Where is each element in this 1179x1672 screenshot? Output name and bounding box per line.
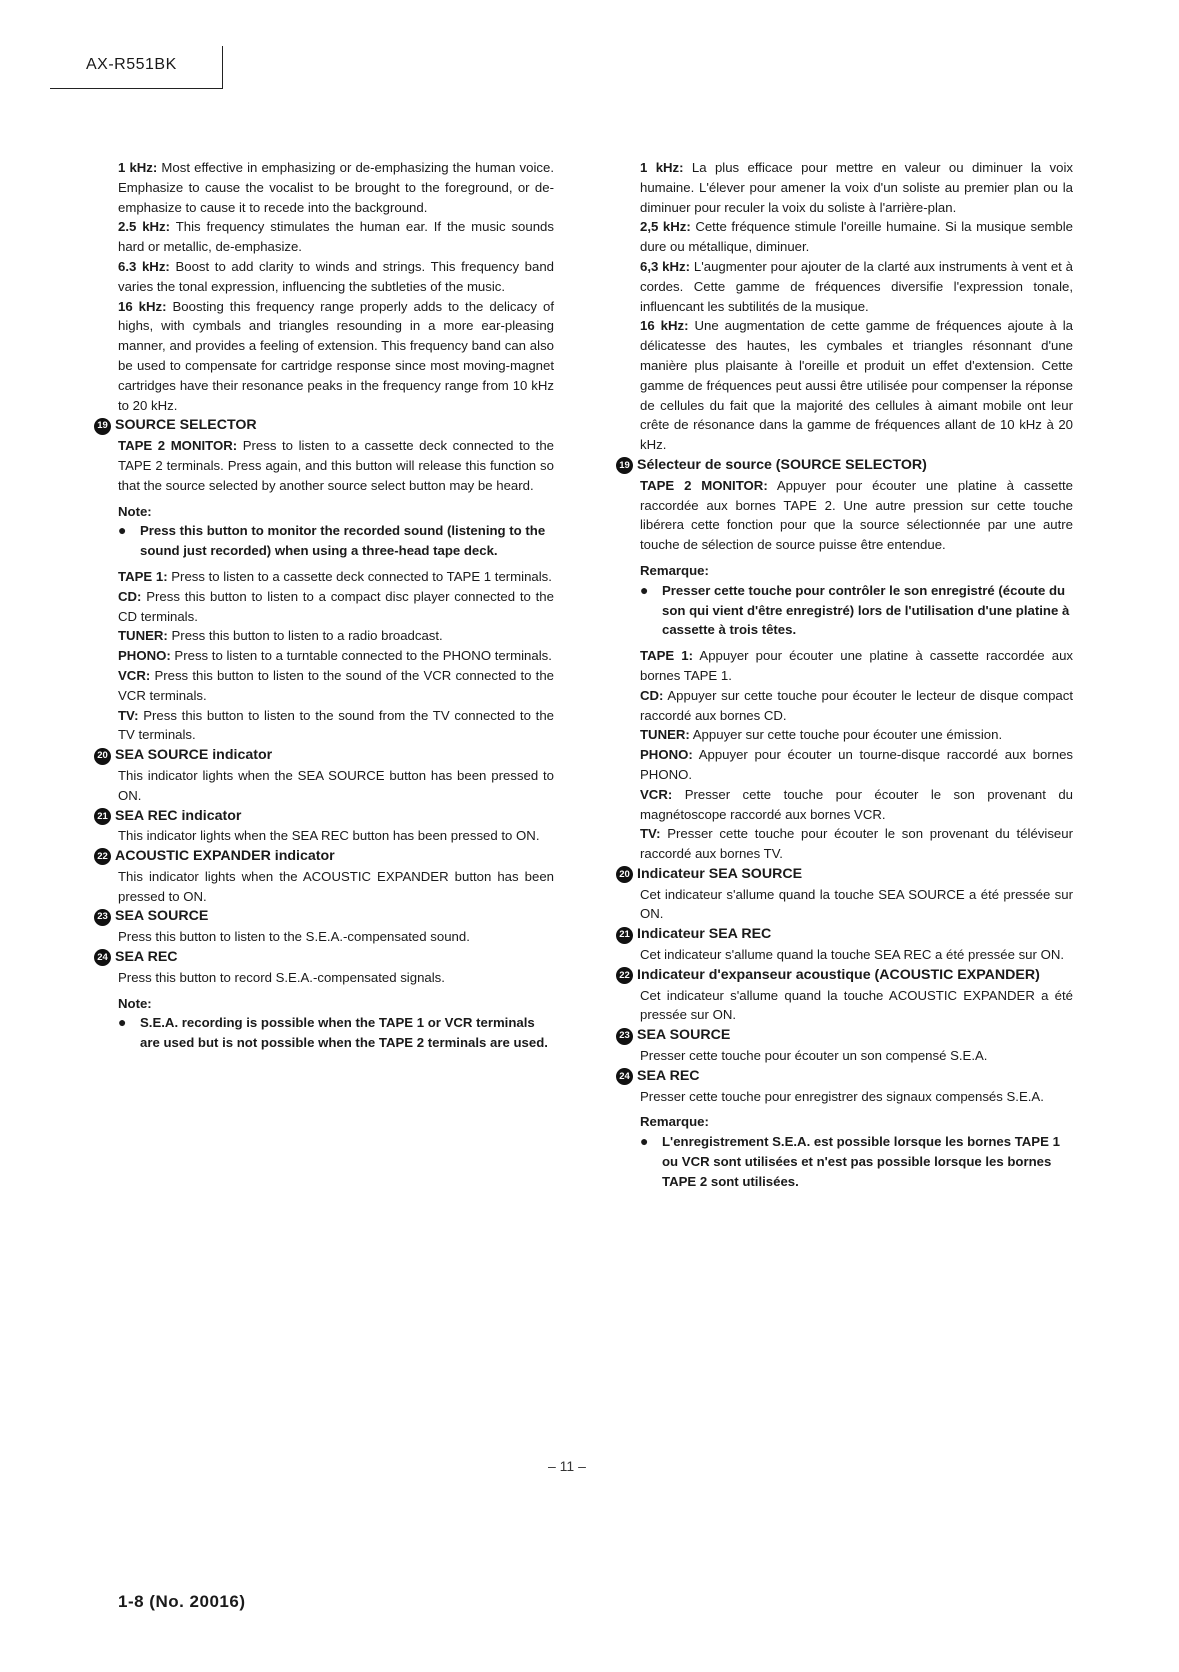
- freq-text: This frequency stimulates the human ear. If the music sounds hard or metallic, de-emphasize.: [118, 219, 554, 255]
- item-label: TUNER:: [118, 628, 168, 644]
- item-label: TUNER:: [640, 727, 690, 743]
- tape2-monitor: [640, 476, 1073, 555]
- note-text: Presser cette touche pour contrôler le son enregistré (écoute du son qui vient d'être enregistré) lors de l'utilisation d'une platine à cassette à trois têtes.: [662, 582, 1070, 638]
- source-item: [640, 646, 1073, 686]
- section-text: Presser cette touche pour enregistrer des signaux compensés S.E.A.: [640, 1088, 1044, 1104]
- item-text: Press this button to listen to the sound of the VCR connected to the VCR terminals.: [118, 667, 555, 703]
- section-24-heading: [94, 948, 554, 968]
- item-label: TAPE 2 MONITOR:: [118, 438, 238, 454]
- circled-number-icon: 19: [616, 457, 633, 474]
- source-item: [640, 725, 1073, 745]
- bullet-icon: ●: [118, 522, 127, 539]
- freq-text: Une augmentation de cette gamme de fréquences ajoute à la délicatesse des hautes, les cymbales et triangles résonnant d'une manière plus plaisante à l'oreille et produit un effet d'extension. Cette gamme de fréquences peut aussi être utilisée pour compenser la réponse de cellules du fait que la majorité des cellules à aimant mobile ont leur crête de résonance dans la gamme de fréquences allant de 10 kHz à 20 kHz.: [640, 318, 1073, 453]
- section-title: SEA REC indicator: [115, 807, 242, 824]
- item-label: TAPE 1:: [640, 648, 694, 664]
- item-text: Presser cette touche pour écouter le son provenant du magnétoscope raccordé aux bornes VCR.: [640, 786, 1073, 822]
- section-23-heading: [94, 907, 554, 927]
- note-label: Remarque:: [640, 562, 709, 578]
- section-title: Sélecteur de source (SOURCE SELECTOR): [637, 456, 927, 473]
- freq-1khz: [640, 158, 1073, 217]
- source-item: [118, 567, 554, 587]
- note-bullet: [118, 521, 554, 561]
- section-24-heading: [616, 1067, 1073, 1087]
- source-item: [118, 706, 554, 746]
- freq-text: L'augmenter pour ajouter de la clarté aux instruments à vent et à cordes. Cette gamme de fréquences diversifie l'expression tonale, influencant les subtilités de la musique.: [640, 258, 1073, 314]
- section-text: Cet indicateur s'allume quand la touche SEA REC a été pressée sur ON.: [640, 947, 1065, 963]
- section-title: SEA REC: [637, 1067, 700, 1084]
- section-text: This indicator lights when the SEA REC button has been pressed to ON.: [118, 828, 540, 844]
- freq-16khz: [640, 316, 1073, 455]
- freq-label: 6.3 kHz:: [118, 258, 170, 274]
- item-label: TV:: [640, 826, 661, 842]
- section-title: SEA SOURCE: [637, 1027, 731, 1044]
- freq-2-5khz: [640, 217, 1073, 257]
- circled-number-icon: 19: [94, 418, 111, 435]
- page-number: – 11 –: [548, 1458, 586, 1474]
- source-item: [640, 785, 1073, 825]
- item-label: CD:: [640, 687, 664, 703]
- freq-label: 16 kHz:: [640, 318, 689, 334]
- note-bullet: [640, 581, 1073, 640]
- freq-label: 1 kHz:: [640, 160, 684, 175]
- freq-text: La plus efficace pour mettre en valeur ou diminuer la voix humaine. L'élever pour amener la voix d'un soliste au premier plan ou la diminuer pour reculer la voix du soliste à l'arrière-plan.: [640, 160, 1073, 215]
- source-item: [640, 745, 1073, 785]
- freq-text: Most effective in emphasizing or de-emphasizing the human voice. Emphasize to cause the vocalist to be brought to the foreground, or de-emphasize to cause it to recede into the background.: [118, 160, 555, 215]
- bullet-icon: ●: [118, 1014, 127, 1031]
- section-21-heading: [94, 807, 554, 827]
- circled-number-icon: 24: [616, 1068, 633, 1085]
- freq-1khz: [118, 158, 554, 217]
- note-bullet: [118, 1013, 554, 1053]
- bullet-icon: ●: [640, 581, 649, 598]
- section-title: SEA SOURCE indicator: [115, 747, 273, 764]
- section-title: SEA SOURCE: [115, 908, 209, 925]
- section-22-heading: [94, 847, 554, 867]
- item-label: VCR:: [640, 786, 673, 802]
- circled-number-icon: 22: [94, 848, 111, 865]
- circled-number-icon: 24: [94, 949, 111, 966]
- document-code: 1-8 (No. 20016): [118, 1592, 246, 1611]
- note-bullet: [640, 1132, 1073, 1191]
- circled-number-icon: 22: [616, 967, 633, 984]
- circled-number-icon: 20: [94, 748, 111, 765]
- section-19-heading: [616, 456, 1073, 476]
- freq-label: 2,5 kHz:: [640, 219, 691, 235]
- section-19-heading: [94, 416, 554, 436]
- section-title: Indicateur SEA REC: [637, 926, 772, 943]
- tape2-monitor: [118, 436, 554, 495]
- circled-number-icon: 21: [94, 808, 111, 825]
- source-item: [118, 626, 554, 646]
- note-label: Remarque:: [640, 1114, 709, 1130]
- section-20-heading: [616, 865, 1073, 885]
- freq-16khz: [118, 297, 554, 416]
- freq-label: 6,3 kHz:: [640, 258, 691, 274]
- section-text: Press this button to listen to the S.E.A.-compensated sound.: [118, 929, 470, 945]
- circled-number-icon: 20: [616, 866, 633, 883]
- note-text: S.E.A. recording is possible when the TAPE 1 or VCR terminals are used but is not possible when the TAPE 2 terminals are used.: [140, 1015, 548, 1051]
- freq-text: Cette fréquence stimule l'oreille humaine. Si la musique semble dure ou métallique, diminuer.: [640, 219, 1073, 255]
- item-label: CD:: [118, 588, 142, 604]
- item-text: Press this button to listen to a compact disc player connected to the CD terminals.: [118, 588, 554, 624]
- source-item: [118, 666, 554, 706]
- item-label: PHONO:: [640, 747, 693, 763]
- model-number: AX-R551BK: [86, 56, 177, 73]
- note-text: Press this button to monitor the recorded sound (listening to the sound just recorded) when using a three-head tape deck.: [140, 523, 546, 559]
- item-text: Press this button to listen to a radio broadcast.: [171, 628, 443, 644]
- item-text: Appuyer pour écouter un tourne-disque raccordé aux bornes PHONO.: [640, 747, 1073, 782]
- french-column: [619, 158, 1074, 1198]
- section-title: Indicateur d'expanseur acoustique (ACOUSTIC EXPANDER): [637, 966, 1040, 983]
- freq-label: 2.5 kHz:: [118, 219, 171, 235]
- note-label: Note:: [118, 503, 152, 519]
- section-title: SOURCE SELECTOR: [115, 417, 257, 434]
- english-column: [97, 158, 555, 1059]
- item-label: PHONO:: [118, 648, 171, 664]
- freq-6-3khz: [640, 257, 1073, 316]
- section-title: SEA REC: [115, 949, 178, 966]
- section-23-heading: [616, 1026, 1073, 1046]
- item-text: Press to listen to a cassette deck connected to TAPE 1 terminals.: [171, 568, 552, 584]
- note-text: L'enregistrement S.E.A. est possible lorsque les bornes TAPE 1 ou VCR sont utilisées et n'est pas possible lorsque les bornes TAPE 2 sont utilisées.: [662, 1134, 1060, 1189]
- item-label: VCR:: [118, 667, 151, 683]
- freq-label: 16 kHz:: [118, 298, 167, 314]
- item-label: TAPE 2 MONITOR:: [640, 477, 768, 493]
- item-text: Presser cette touche pour écouter le son provenant du téléviseur raccordé aux bornes TV.: [640, 826, 1073, 862]
- freq-text: Boosting this frequency range properly adds to the delicacy of highs, with cymbals and triangles resounding in a more ear-pleasing manner, and provides a feeling of extension. This frequency band can also be used to compensate for cartridge response since most moving-magnet cartridges have their resonance peaks in the frequency range from 10 kHz to 20 kHz.: [118, 298, 554, 413]
- source-item: [118, 646, 554, 666]
- freq-text: Boost to add clarity to winds and strings. This frequency band varies the tonal expression, influencing the subtleties of the music.: [118, 258, 554, 294]
- item-text: Press to listen to a turntable connected to the PHONO terminals.: [174, 648, 552, 664]
- section-text: Press this button to record S.E.A.-compensated signals.: [118, 969, 445, 985]
- source-item: [640, 824, 1073, 864]
- section-text: Presser cette touche pour écouter un son compensé S.E.A.: [640, 1048, 988, 1064]
- item-text: Appuyer pour écouter une platine à cassette raccordée aux bornes TAPE 2. Une autre pression sur cette touche libérera cette fonction pour que la source sélectionnée par une autre touche de sélection de source puisse être entendue.: [640, 477, 1073, 553]
- section-title: Indicateur SEA SOURCE: [637, 865, 803, 882]
- item-label: TAPE 1:: [118, 568, 168, 584]
- section-20-heading: [94, 746, 554, 766]
- section-22-heading: [616, 966, 1073, 986]
- section-title: ACOUSTIC EXPANDER indicator: [115, 848, 335, 865]
- section-text: This indicator lights when the SEA SOURCE button has been pressed to ON.: [118, 767, 554, 803]
- circled-number-icon: 23: [94, 909, 111, 926]
- item-text: Appuyer pour écouter une platine à cassette raccordée aux bornes TAPE 1.: [640, 648, 1073, 683]
- item-label: TV:: [118, 707, 139, 723]
- circled-number-icon: 23: [616, 1028, 633, 1045]
- bullet-icon: ●: [640, 1133, 649, 1150]
- section-text: Cet indicateur s'allume quand la touche ACOUSTIC EXPANDER a été pressée sur ON.: [640, 987, 1073, 1023]
- freq-2-5khz: [118, 217, 554, 257]
- section-21-heading: [616, 925, 1073, 945]
- section-text: This indicator lights when the ACOUSTIC EXPANDER button has been pressed to ON.: [118, 868, 554, 904]
- source-item: [640, 686, 1073, 726]
- circled-number-icon: 21: [616, 927, 633, 944]
- note-label: Note:: [118, 995, 152, 1011]
- item-text: Press this button to listen to the sound from the TV connected to the TV terminals.: [118, 707, 554, 743]
- header-rule: [50, 88, 222, 89]
- section-text: Cet indicateur s'allume quand la touche SEA SOURCE a été pressée sur ON.: [640, 886, 1073, 922]
- freq-label: 1 kHz:: [118, 160, 158, 175]
- source-item: [118, 587, 554, 627]
- freq-6-3khz: [118, 257, 554, 297]
- item-text: Appuyer sur cette touche pour écouter une émission.: [692, 727, 1003, 743]
- item-text: Appuyer sur cette touche pour écouter le lecteur de disque compact raccordé aux bornes CD.: [640, 687, 1074, 723]
- item-text: Press to listen to a cassette deck connected to the TAPE 2 terminals. Press again, and this button will release this function so that the source selected by another source select button may be heard.: [118, 438, 554, 493]
